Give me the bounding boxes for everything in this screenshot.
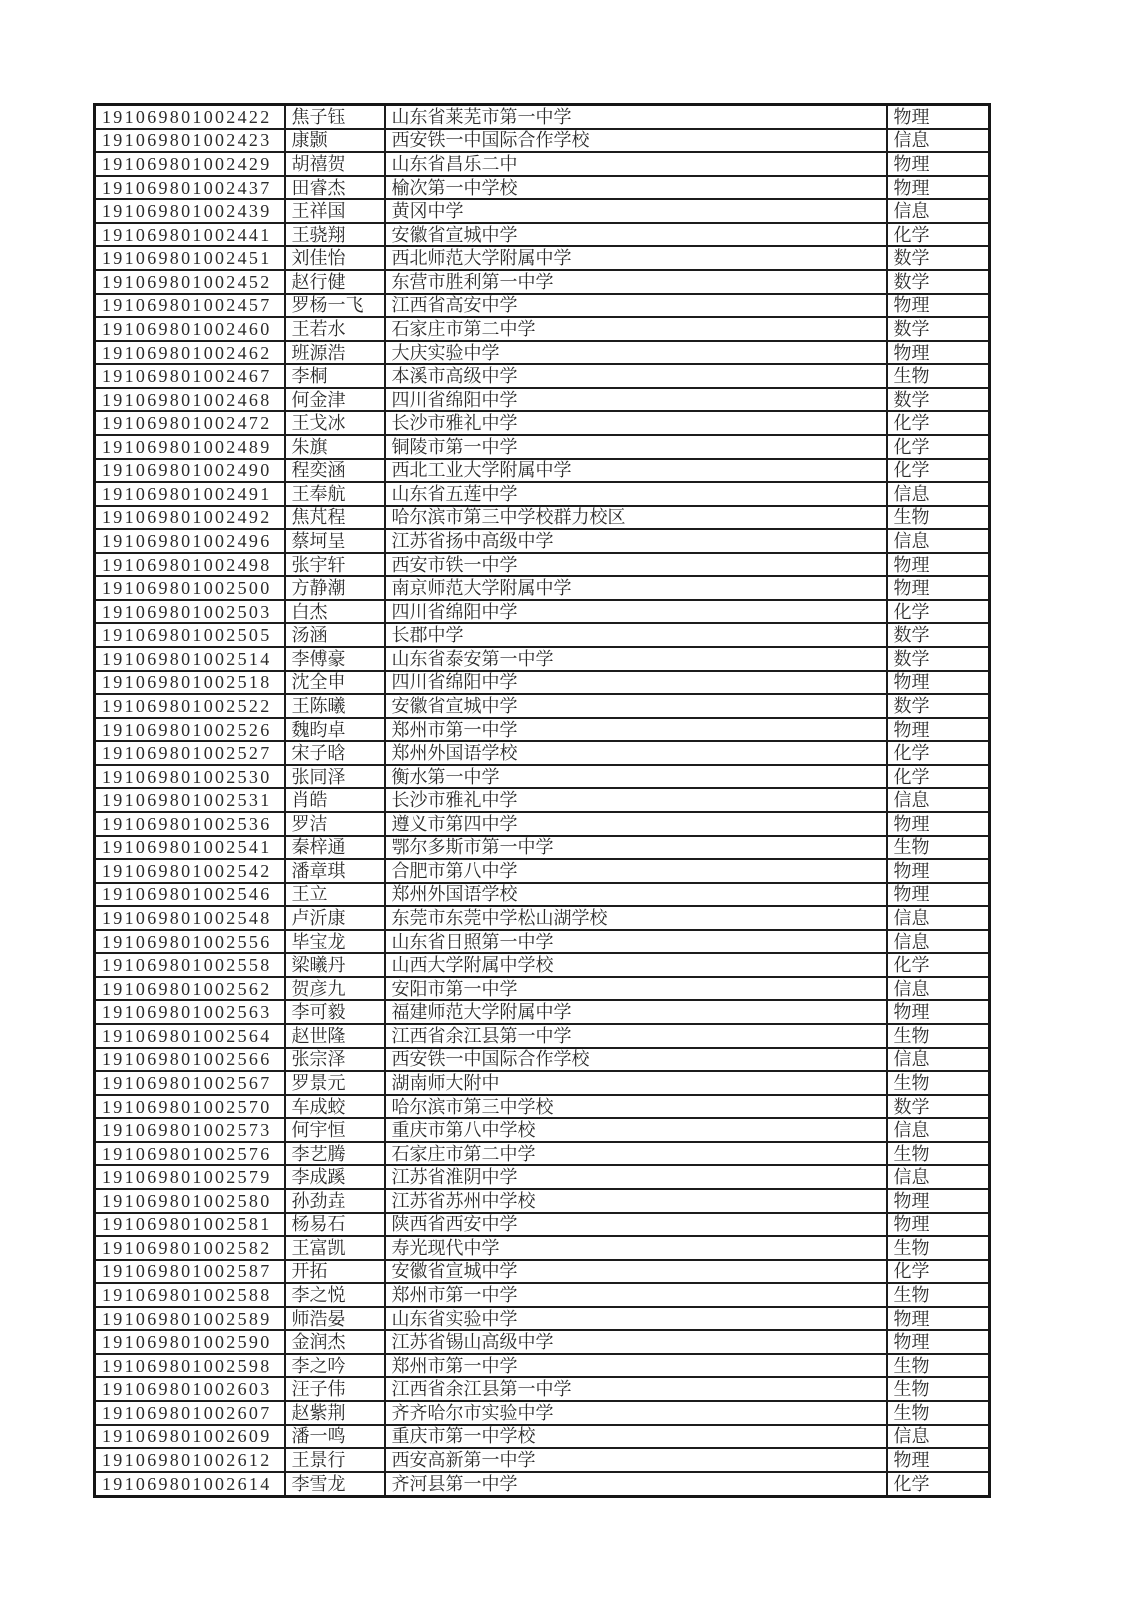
school-cell: 大庆实验中学: [385, 341, 887, 365]
registration-id-cell: 191069801002468: [95, 388, 285, 412]
table-row: [95, 953, 990, 977]
table-row: [95, 1024, 990, 1048]
school-cell: 黄冈中学: [385, 199, 887, 223]
registration-id-cell: 191069801002527: [95, 741, 285, 765]
subject-cell: 物理: [887, 553, 990, 577]
table-row: [95, 741, 990, 765]
registration-id-cell: 191069801002570: [95, 1095, 285, 1119]
school-cell: 西安高新第一中学: [385, 1448, 887, 1472]
table-row: [95, 411, 990, 435]
school-cell: 鄂尔多斯市第一中学: [385, 836, 887, 860]
subject-cell: 信息: [887, 482, 990, 506]
table-row: [95, 459, 990, 483]
subject-cell: 数学: [887, 694, 990, 718]
student-name-cell: 张同泽: [285, 765, 385, 789]
student-name-cell: 刘佳怡: [285, 246, 385, 270]
registration-id-cell: 191069801002452: [95, 270, 285, 294]
student-name-cell: 王祥国: [285, 199, 385, 223]
table-row: [95, 246, 990, 270]
student-name-cell: 何金津: [285, 388, 385, 412]
subject-cell: 生物: [887, 836, 990, 860]
subject-cell: 物理: [887, 859, 990, 883]
registration-id-cell: 191069801002587: [95, 1260, 285, 1284]
student-name-cell: 赵紫荆: [285, 1401, 385, 1425]
registration-id-cell: 191069801002546: [95, 883, 285, 907]
student-name-cell: 赵行健: [285, 270, 385, 294]
subject-cell: 信息: [887, 1425, 990, 1449]
school-cell: 江西省高安中学: [385, 294, 887, 318]
student-name-cell: 蔡坷呈: [285, 529, 385, 553]
table-row: [95, 364, 990, 388]
table-row: [95, 1189, 990, 1213]
school-cell: 石家庄市第二中学: [385, 317, 887, 341]
school-cell: 江苏省苏州中学校: [385, 1189, 887, 1213]
registration-id-cell: 191069801002467: [95, 364, 285, 388]
registration-id-cell: 191069801002489: [95, 435, 285, 459]
school-cell: 山西大学附属中学校: [385, 953, 887, 977]
table-row: [95, 1048, 990, 1072]
subject-cell: 化学: [887, 459, 990, 483]
school-cell: 江苏省淮阴中学: [385, 1165, 887, 1189]
subject-cell: 化学: [887, 411, 990, 435]
registration-id-cell: 191069801002496: [95, 529, 285, 553]
table-row: [95, 1448, 990, 1472]
subject-cell: 生物: [887, 506, 990, 530]
table-row: [95, 859, 990, 883]
student-name-cell: 李雪龙: [285, 1472, 385, 1497]
school-cell: 合肥市第八中学: [385, 859, 887, 883]
table-row: [95, 1307, 990, 1331]
table-row: [95, 1071, 990, 1095]
student-name-cell: 王骁翔: [285, 223, 385, 247]
subject-cell: 物理: [887, 1307, 990, 1331]
school-cell: 西北工业大学附属中学: [385, 459, 887, 483]
registration-id-cell: 191069801002607: [95, 1401, 285, 1425]
school-cell: 衡水第一中学: [385, 765, 887, 789]
school-cell: 山东省昌乐二中: [385, 152, 887, 176]
registration-id-cell: 191069801002582: [95, 1236, 285, 1260]
registration-id-cell: 191069801002526: [95, 718, 285, 742]
table-row: [95, 482, 990, 506]
table-row: [95, 1330, 990, 1354]
school-cell: 郑州外国语学校: [385, 883, 887, 907]
table-row: [95, 1401, 990, 1425]
table-row: [95, 506, 990, 530]
subject-cell: 物理: [887, 294, 990, 318]
subject-cell: 数学: [887, 388, 990, 412]
registration-id-cell: 191069801002460: [95, 317, 285, 341]
school-cell: 安徽省宣城中学: [385, 1260, 887, 1284]
school-cell: 江西省余江县第一中学: [385, 1024, 887, 1048]
school-cell: 西安铁一中国际合作学校: [385, 1048, 887, 1072]
school-cell: 重庆市第一中学校: [385, 1425, 887, 1449]
student-name-cell: 肖皓: [285, 788, 385, 812]
registration-id-cell: 191069801002423: [95, 129, 285, 153]
student-name-cell: 贺彦九: [285, 977, 385, 1001]
student-name-cell: 焦芃程: [285, 506, 385, 530]
subject-cell: 数学: [887, 1095, 990, 1119]
table-row: [95, 694, 990, 718]
student-name-cell: 秦梓通: [285, 836, 385, 860]
table-body: [95, 105, 990, 1497]
registration-id-cell: 191069801002614: [95, 1472, 285, 1497]
registration-id-cell: 191069801002500: [95, 576, 285, 600]
registration-id-cell: 191069801002566: [95, 1048, 285, 1072]
table-row: [95, 176, 990, 200]
student-name-cell: 白杰: [285, 600, 385, 624]
student-name-cell: 田睿杰: [285, 176, 385, 200]
table-row: [95, 341, 990, 365]
subject-cell: 数学: [887, 270, 990, 294]
student-name-cell: 汤涵: [285, 623, 385, 647]
subject-cell: 物理: [887, 1213, 990, 1237]
subject-cell: 信息: [887, 930, 990, 954]
subject-cell: 生物: [887, 1236, 990, 1260]
school-cell: 齐齐哈尔市实验中学: [385, 1401, 887, 1425]
registration-id-cell: 191069801002581: [95, 1213, 285, 1237]
table-row: [95, 647, 990, 671]
school-cell: 安徽省宣城中学: [385, 223, 887, 247]
school-cell: 寿光现代中学: [385, 1236, 887, 1260]
table-row: [95, 1236, 990, 1260]
student-name-cell: 李之吟: [285, 1354, 385, 1378]
subject-cell: 生物: [887, 1354, 990, 1378]
subject-cell: 物理: [887, 1330, 990, 1354]
table-row: [95, 883, 990, 907]
registration-id-cell: 191069801002612: [95, 1448, 285, 1472]
subject-cell: 信息: [887, 906, 990, 930]
subject-cell: 化学: [887, 953, 990, 977]
subject-cell: 化学: [887, 1472, 990, 1497]
school-cell: 石家庄市第二中学: [385, 1142, 887, 1166]
subject-cell: 化学: [887, 1260, 990, 1284]
subject-cell: 物理: [887, 105, 990, 129]
subject-cell: 信息: [887, 1165, 990, 1189]
table-row: [95, 553, 990, 577]
student-name-cell: 车成蛟: [285, 1095, 385, 1119]
registration-id-cell: 191069801002490: [95, 459, 285, 483]
student-name-cell: 班源浩: [285, 341, 385, 365]
subject-cell: 信息: [887, 199, 990, 223]
table-row: [95, 930, 990, 954]
registration-id-cell: 191069801002439: [95, 199, 285, 223]
school-cell: 四川省绵阳中学: [385, 388, 887, 412]
registration-id-cell: 191069801002564: [95, 1024, 285, 1048]
subject-cell: 信息: [887, 1048, 990, 1072]
student-roster-table: [93, 103, 991, 1498]
school-cell: 四川省绵阳中学: [385, 671, 887, 695]
school-cell: 湖南师大附中: [385, 1071, 887, 1095]
student-name-cell: 李成蹊: [285, 1165, 385, 1189]
student-name-cell: 沈全申: [285, 671, 385, 695]
registration-id-cell: 191069801002457: [95, 294, 285, 318]
school-cell: 东莞市东莞中学松山湖学校: [385, 906, 887, 930]
student-name-cell: 魏昀卓: [285, 718, 385, 742]
student-name-cell: 程奕涵: [285, 459, 385, 483]
student-name-cell: 王戈冰: [285, 411, 385, 435]
registration-id-cell: 191069801002603: [95, 1377, 285, 1401]
school-cell: 齐河县第一中学: [385, 1472, 887, 1497]
student-name-cell: 焦子钰: [285, 105, 385, 129]
table-row: [95, 1425, 990, 1449]
school-cell: 陕西省西安中学: [385, 1213, 887, 1237]
registration-id-cell: 191069801002505: [95, 623, 285, 647]
student-name-cell: 潘一鸣: [285, 1425, 385, 1449]
registration-id-cell: 191069801002588: [95, 1283, 285, 1307]
school-cell: 长郡中学: [385, 623, 887, 647]
subject-cell: 信息: [887, 788, 990, 812]
subject-cell: 物理: [887, 718, 990, 742]
school-cell: 江苏省扬中高级中学: [385, 529, 887, 553]
subject-cell: 数学: [887, 317, 990, 341]
school-cell: 长沙市雅礼中学: [385, 411, 887, 435]
student-name-cell: 杨易石: [285, 1213, 385, 1237]
table-row: [95, 1095, 990, 1119]
registration-id-cell: 191069801002562: [95, 977, 285, 1001]
school-cell: 长沙市雅礼中学: [385, 788, 887, 812]
school-cell: 山东省莱芜市第一中学: [385, 105, 887, 129]
subject-cell: 物理: [887, 671, 990, 695]
school-cell: 安徽省宣城中学: [385, 694, 887, 718]
school-cell: 江苏省锡山高级中学: [385, 1330, 887, 1354]
subject-cell: 生物: [887, 1283, 990, 1307]
student-name-cell: 卢沂康: [285, 906, 385, 930]
table-row: [95, 1283, 990, 1307]
registration-id-cell: 191069801002573: [95, 1118, 285, 1142]
subject-cell: 数学: [887, 623, 990, 647]
student-name-cell: 宋子晗: [285, 741, 385, 765]
table-row: [95, 199, 990, 223]
registration-id-cell: 191069801002567: [95, 1071, 285, 1095]
student-name-cell: 师浩晏: [285, 1307, 385, 1331]
table-row: [95, 1354, 990, 1378]
school-cell: 山东省泰安第一中学: [385, 647, 887, 671]
subject-cell: 生物: [887, 364, 990, 388]
subject-cell: 物理: [887, 1000, 990, 1024]
student-name-cell: 汪子伟: [285, 1377, 385, 1401]
subject-cell: 物理: [887, 812, 990, 836]
school-cell: 郑州市第一中学: [385, 1283, 887, 1307]
table-row: [95, 1260, 990, 1284]
subject-cell: 化学: [887, 600, 990, 624]
subject-cell: 物理: [887, 883, 990, 907]
registration-id-cell: 191069801002548: [95, 906, 285, 930]
school-cell: 西北师范大学附属中学: [385, 246, 887, 270]
subject-cell: 物理: [887, 341, 990, 365]
subject-cell: 信息: [887, 1118, 990, 1142]
registration-id-cell: 191069801002422: [95, 105, 285, 129]
subject-cell: 化学: [887, 435, 990, 459]
school-cell: 西安铁一中国际合作学校: [385, 129, 887, 153]
school-cell: 榆次第一中学校: [385, 176, 887, 200]
subject-cell: 化学: [887, 223, 990, 247]
student-name-cell: 赵世隆: [285, 1024, 385, 1048]
table-row: [95, 105, 990, 129]
school-cell: 遵义市第四中学: [385, 812, 887, 836]
registration-id-cell: 191069801002503: [95, 600, 285, 624]
student-name-cell: 金润杰: [285, 1330, 385, 1354]
table-row: [95, 788, 990, 812]
registration-id-cell: 191069801002491: [95, 482, 285, 506]
table-row: [95, 317, 990, 341]
registration-id-cell: 191069801002492: [95, 506, 285, 530]
table-row: [95, 152, 990, 176]
subject-cell: 生物: [887, 1401, 990, 1425]
subject-cell: 生物: [887, 1142, 990, 1166]
table-row: [95, 765, 990, 789]
student-name-cell: 罗景元: [285, 1071, 385, 1095]
subject-cell: 生物: [887, 1071, 990, 1095]
student-name-cell: 王立: [285, 883, 385, 907]
registration-id-cell: 191069801002429: [95, 152, 285, 176]
school-cell: 郑州市第一中学: [385, 1354, 887, 1378]
subject-cell: 化学: [887, 741, 990, 765]
table-row: [95, 1000, 990, 1024]
registration-id-cell: 191069801002563: [95, 1000, 285, 1024]
subject-cell: 物理: [887, 576, 990, 600]
subject-cell: 化学: [887, 765, 990, 789]
table-row: [95, 294, 990, 318]
registration-id-cell: 191069801002514: [95, 647, 285, 671]
registration-id-cell: 191069801002579: [95, 1165, 285, 1189]
student-name-cell: 朱旗: [285, 435, 385, 459]
school-cell: 郑州外国语学校: [385, 741, 887, 765]
registration-id-cell: 191069801002472: [95, 411, 285, 435]
subject-cell: 生物: [887, 1377, 990, 1401]
student-name-cell: 李可毅: [285, 1000, 385, 1024]
subject-cell: 生物: [887, 1024, 990, 1048]
school-cell: 安阳市第一中学: [385, 977, 887, 1001]
student-name-cell: 王陈曦: [285, 694, 385, 718]
table-row: [95, 1165, 990, 1189]
registration-id-cell: 191069801002437: [95, 176, 285, 200]
school-cell: 哈尔滨市第三中学校: [385, 1095, 887, 1119]
school-cell: 本溪市高级中学: [385, 364, 887, 388]
school-cell: 西安市铁一中学: [385, 553, 887, 577]
table-row: [95, 529, 990, 553]
registration-id-cell: 191069801002580: [95, 1189, 285, 1213]
school-cell: 山东省实验中学: [385, 1307, 887, 1331]
subject-cell: 信息: [887, 977, 990, 1001]
table-row: [95, 129, 990, 153]
registration-id-cell: 191069801002536: [95, 812, 285, 836]
student-name-cell: 罗杨一飞: [285, 294, 385, 318]
student-name-cell: 李傅豪: [285, 647, 385, 671]
student-name-cell: 张宗泽: [285, 1048, 385, 1072]
table-row: [95, 812, 990, 836]
subject-cell: 物理: [887, 1189, 990, 1213]
student-name-cell: 张宇轩: [285, 553, 385, 577]
student-name-cell: 王若水: [285, 317, 385, 341]
registration-id-cell: 191069801002576: [95, 1142, 285, 1166]
school-cell: 东营市胜利第一中学: [385, 270, 887, 294]
subject-cell: 数学: [887, 246, 990, 270]
registration-id-cell: 191069801002589: [95, 1307, 285, 1331]
student-name-cell: 王富凯: [285, 1236, 385, 1260]
student-name-cell: 开拓: [285, 1260, 385, 1284]
student-name-cell: 王景行: [285, 1448, 385, 1472]
registration-id-cell: 191069801002451: [95, 246, 285, 270]
table-row: [95, 836, 990, 860]
table-row: [95, 1213, 990, 1237]
table-row: [95, 718, 990, 742]
registration-id-cell: 191069801002441: [95, 223, 285, 247]
student-name-cell: 方静潮: [285, 576, 385, 600]
school-cell: 铜陵市第一中学: [385, 435, 887, 459]
registration-id-cell: 191069801002590: [95, 1330, 285, 1354]
registration-id-cell: 191069801002558: [95, 953, 285, 977]
registration-id-cell: 191069801002531: [95, 788, 285, 812]
student-name-cell: 康颢: [285, 129, 385, 153]
table-row: [95, 388, 990, 412]
subject-cell: 物理: [887, 152, 990, 176]
school-cell: 哈尔滨市第三中学校群力校区: [385, 506, 887, 530]
table-row: [95, 623, 990, 647]
student-name-cell: 孙劲垚: [285, 1189, 385, 1213]
student-name-cell: 潘章琪: [285, 859, 385, 883]
student-name-cell: 胡禧贺: [285, 152, 385, 176]
subject-cell: 信息: [887, 129, 990, 153]
table-row: [95, 435, 990, 459]
table-row: [95, 1377, 990, 1401]
student-name-cell: 李桐: [285, 364, 385, 388]
school-cell: 南京师范大学附属中学: [385, 576, 887, 600]
student-name-cell: 李之悦: [285, 1283, 385, 1307]
registration-id-cell: 191069801002518: [95, 671, 285, 695]
registration-id-cell: 191069801002541: [95, 836, 285, 860]
registration-id-cell: 191069801002522: [95, 694, 285, 718]
table-row: [95, 1118, 990, 1142]
table-row: [95, 270, 990, 294]
school-cell: 重庆市第八中学校: [385, 1118, 887, 1142]
registration-id-cell: 191069801002556: [95, 930, 285, 954]
registration-id-cell: 191069801002462: [95, 341, 285, 365]
school-cell: 山东省日照第一中学: [385, 930, 887, 954]
table-row: [95, 600, 990, 624]
school-cell: 郑州市第一中学: [385, 718, 887, 742]
student-name-cell: 李艺腾: [285, 1142, 385, 1166]
registration-id-cell: 191069801002498: [95, 553, 285, 577]
table-row: [95, 671, 990, 695]
subject-cell: 物理: [887, 176, 990, 200]
school-cell: 江西省余江县第一中学: [385, 1377, 887, 1401]
table-row: [95, 977, 990, 1001]
student-name-cell: 罗洁: [285, 812, 385, 836]
table-row: [95, 1472, 990, 1497]
subject-cell: 信息: [887, 529, 990, 553]
registration-id-cell: 191069801002542: [95, 859, 285, 883]
registration-id-cell: 191069801002609: [95, 1425, 285, 1449]
table-row: [95, 906, 990, 930]
subject-cell: 数学: [887, 647, 990, 671]
student-name-cell: 何宇恒: [285, 1118, 385, 1142]
subject-cell: 物理: [887, 1448, 990, 1472]
table-row: [95, 1142, 990, 1166]
table-row: [95, 576, 990, 600]
table-row: [95, 223, 990, 247]
student-name-cell: 毕宝龙: [285, 930, 385, 954]
registration-id-cell: 191069801002598: [95, 1354, 285, 1378]
school-cell: 福建师范大学附属中学: [385, 1000, 887, 1024]
school-cell: 山东省五莲中学: [385, 482, 887, 506]
registration-id-cell: 191069801002530: [95, 765, 285, 789]
student-name-cell: 王奉航: [285, 482, 385, 506]
school-cell: 四川省绵阳中学: [385, 600, 887, 624]
student-name-cell: 梁曦丹: [285, 953, 385, 977]
